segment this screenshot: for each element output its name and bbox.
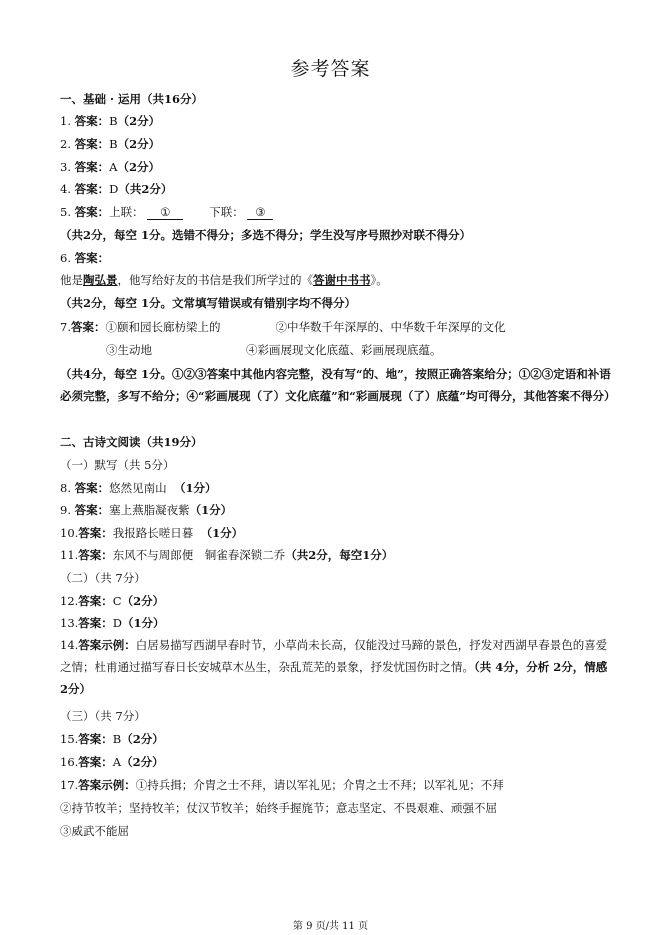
question-15 (60, 730, 164, 748)
score: （1分） (122, 616, 165, 630)
answer-3: ③生动地 (106, 343, 152, 357)
upper-couplet-blank: ① (147, 205, 183, 220)
question-number: 8. (60, 481, 71, 495)
answer-value: 塞上燕脂凝夜紫 (109, 503, 190, 517)
question-number: 14. (60, 638, 79, 652)
answer-label: 答案： (70, 320, 106, 334)
question-5 (60, 203, 273, 221)
question-number: 5. (60, 205, 71, 219)
score: （2分） (121, 732, 164, 746)
question-17 (60, 776, 504, 794)
answer-label: 答案： (74, 205, 110, 219)
question-number: 4. (60, 182, 71, 196)
section-2-heading: 二、古诗文阅读（共19分） (60, 435, 203, 449)
score: （共2分，每空1分） (285, 548, 394, 562)
answer-2: ②中华数千年深厚的、中华数千年深厚的文化 (275, 320, 506, 334)
question-6 (60, 249, 109, 267)
question-number: 7. (60, 320, 71, 334)
question-2 (60, 135, 160, 153)
answer-text: 白居易描写西湖早春时节，小草尚未长高，仅能没过马蹄的景色，抒发对西湖早春景色的喜爱之情；杜甫通过描写春日长安城草木丛生，杂乱荒芜的景象，抒发忧国伤时之情。 (60, 638, 608, 674)
answer-value: A (109, 160, 118, 174)
answer-value: 东风不与周郎便 铜雀春深锁二乔 (112, 548, 286, 562)
question-number: 15. (60, 732, 79, 746)
question-9 (60, 501, 232, 519)
answer-value: 我报路长嗟日暮 (112, 526, 194, 540)
question-number: 2. (60, 137, 71, 151)
answer-value: B (109, 114, 118, 128)
page-footer: 第 9 页/共 11 页 (292, 921, 369, 932)
question-8 (60, 479, 216, 497)
upper-couplet-label: 上联： (109, 205, 144, 219)
question-7-line-2 (106, 341, 442, 359)
answer-label: 答案： (78, 594, 113, 608)
score: （1分） (173, 481, 217, 495)
lower-couplet-blank: ③ (247, 205, 273, 220)
question-17-line-3: ③威武不能屈 (60, 824, 129, 838)
question-number: 1. (60, 114, 71, 128)
answer-label: 答案： (78, 526, 113, 540)
answer-label: 答案： (74, 114, 110, 128)
question-14 (60, 634, 616, 700)
question-number: 16. (60, 755, 79, 769)
question-number: 13. (60, 616, 79, 630)
answer-4: ④彩画展现文化底蕴、彩画展现底蕴。 (246, 343, 442, 357)
answer-label: 答案： (74, 481, 110, 495)
answer-label: 答案： (74, 160, 110, 174)
question-number: 12. (60, 594, 79, 608)
question-6-answer: 他是陶弘景，他写给好友的书信是我们所学过的《答谢中书书》。 (60, 273, 388, 287)
answer-value: A (112, 755, 122, 769)
answer-1: ①颐和园长廊枋梁上的 (105, 320, 221, 334)
answer-blank-1: 陶弘景 (83, 273, 118, 287)
question-11 (60, 546, 393, 564)
answer-label: 答案： (74, 182, 110, 196)
question-number: 3. (60, 160, 71, 174)
answer-value: D (109, 182, 119, 196)
score: （1分） (200, 526, 244, 540)
question-7-note: （共4分，每空 1分。①②③答案中其他内容完整，没有写“的、地”，按照正确答案给分；①②③定语和补语必须完整，多写不给分；④“彩画展现（了）文化底蕴”和“彩画展现（了）底蕴”均可得分，其他答案不得分） (60, 367, 616, 403)
answer-value: C (112, 594, 122, 608)
answer-value: B (109, 137, 118, 151)
question-number: 17. (60, 778, 79, 792)
answer-label: 答案： (74, 503, 110, 517)
score: （共2分） (118, 182, 173, 196)
answer-label: 答案： (78, 732, 113, 746)
score: （共 4分，分析 2分，情感 2分） (60, 660, 608, 696)
question-12 (60, 592, 164, 610)
answer-label: 答案示例： (78, 778, 136, 792)
score: （2分） (117, 114, 161, 128)
question-number: 11. (60, 548, 79, 562)
question-7 (60, 318, 505, 336)
answer-label: 答案： (78, 548, 113, 562)
answer-label: 答案示例： (78, 638, 136, 652)
answer-value: 悠然见南山 (109, 481, 167, 495)
question-13 (60, 614, 165, 632)
score: （2分） (121, 755, 164, 769)
answer-blank-2: 答谢中书书 (313, 273, 371, 287)
question-1 (60, 112, 160, 130)
question-17-line-2: ②持节牧羊；坚持牧羊；仗汉节牧羊；始终手握旄节；意志坚定、不畏艰难、顽强不屈 (60, 801, 497, 815)
question-number: 10. (60, 526, 79, 540)
question-number: 9. (60, 503, 71, 517)
part-1-heading: （一）默写（共 5分） (60, 458, 175, 472)
question-3 (60, 158, 160, 176)
score: （2分） (117, 160, 160, 174)
part-2-heading: （二）（共 7分） (60, 571, 146, 585)
part-3-heading: （三）（共 7分） (60, 709, 146, 723)
question-6-note: （共2分，每空 1分。文常填写错误或有错别字均不得分） (60, 296, 357, 310)
question-4 (60, 180, 172, 198)
page-title: 参考答案 (290, 58, 371, 80)
score: （2分） (117, 137, 161, 151)
answer-label: 答案： (78, 616, 113, 630)
question-number: 6. (60, 251, 71, 265)
answer-value: B (112, 732, 122, 746)
answer-label: 答案： (74, 251, 110, 265)
score: （2分） (121, 594, 165, 608)
answer-label: 答案： (78, 755, 113, 769)
question-10 (60, 524, 243, 542)
answer-line-1: ①持兵揖；介胄之士不拜，请以军礼见；介胄之士不拜；以军礼见；不拜 (135, 778, 504, 792)
answer-value: D (112, 616, 123, 630)
answer-label: 答案： (74, 137, 110, 151)
question-5-note: （共2分，每空 1分。选错不得分；多选不得分；学生没写序号照抄对联不得分） (60, 228, 472, 242)
section-1-heading: 一、基础 · 运用（共16分） (60, 92, 204, 106)
score: （1分） (189, 503, 233, 517)
question-16 (60, 753, 164, 771)
lower-couplet-label: 下联： (209, 205, 244, 219)
